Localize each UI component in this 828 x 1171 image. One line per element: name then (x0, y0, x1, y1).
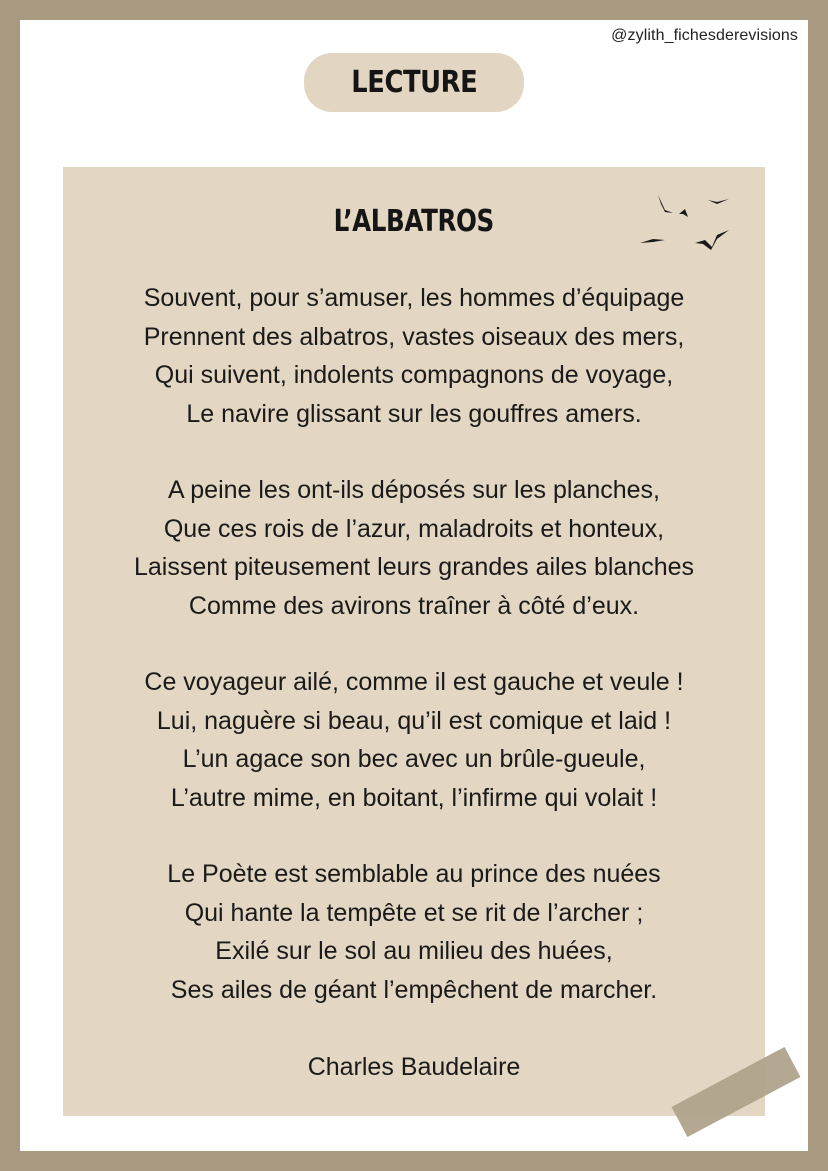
stanza-3 (63, 663, 765, 817)
poem-line: A peine les ont-ils déposés sur les planches, (168, 476, 660, 504)
poem-line: Prennent des albatros, vastes oiseaux des mers, (143, 322, 685, 351)
author-handle: @zylith_fichesderevisions (611, 27, 798, 44)
poem-line: Comme des avirons traîner à côté d’eux. (188, 591, 640, 620)
stanza-1 (63, 279, 765, 433)
section-badge-label: LECTURE (350, 65, 478, 100)
poem-line: Exilé sur le sol au milieu des huées, (215, 937, 613, 965)
section-badge (304, 53, 524, 112)
poem-line: Lui, naguère si beau, qu’il est comique et laid ! (156, 706, 672, 735)
page (20, 20, 808, 1151)
poem-line: Ses ailes de géant l’empêchent de marcher. (170, 975, 658, 1004)
poem-line: L’autre mime, en boitant, l’infirme qui volait ! (170, 783, 658, 812)
poem-card (63, 167, 765, 1116)
poem-title (63, 204, 765, 239)
poem-line: Le Poète est semblable au prince des nuées (167, 860, 661, 888)
poem-author: Charles Baudelaire (307, 1053, 521, 1081)
stanza-4 (63, 855, 765, 1009)
poem-title-text: L’ALBATROS (333, 204, 495, 239)
poem-line: L’un agace son bec avec un brûle-gueule, (182, 745, 646, 773)
poem-line: Ce voyageur ailé, comme il est gauche et veule ! (144, 668, 684, 696)
poem-body (63, 279, 765, 1047)
poem-line: Que ces rois de l’azur, maladroits et honteux, (163, 514, 665, 543)
poem-line: Qui hante la tempête et se rit de l’archer ; (184, 898, 644, 927)
poem-line: Le navire glissant sur les gouffres amers. (186, 399, 642, 428)
stanza-2 (63, 471, 765, 625)
poem-line: Laissent piteusement leurs grandes ailes blanches (133, 553, 695, 581)
poem-line: Qui suivent, indolents compagnons de voyage, (154, 361, 674, 389)
poem-line: Souvent, pour s’amuser, les hommes d’équipage (143, 284, 685, 312)
